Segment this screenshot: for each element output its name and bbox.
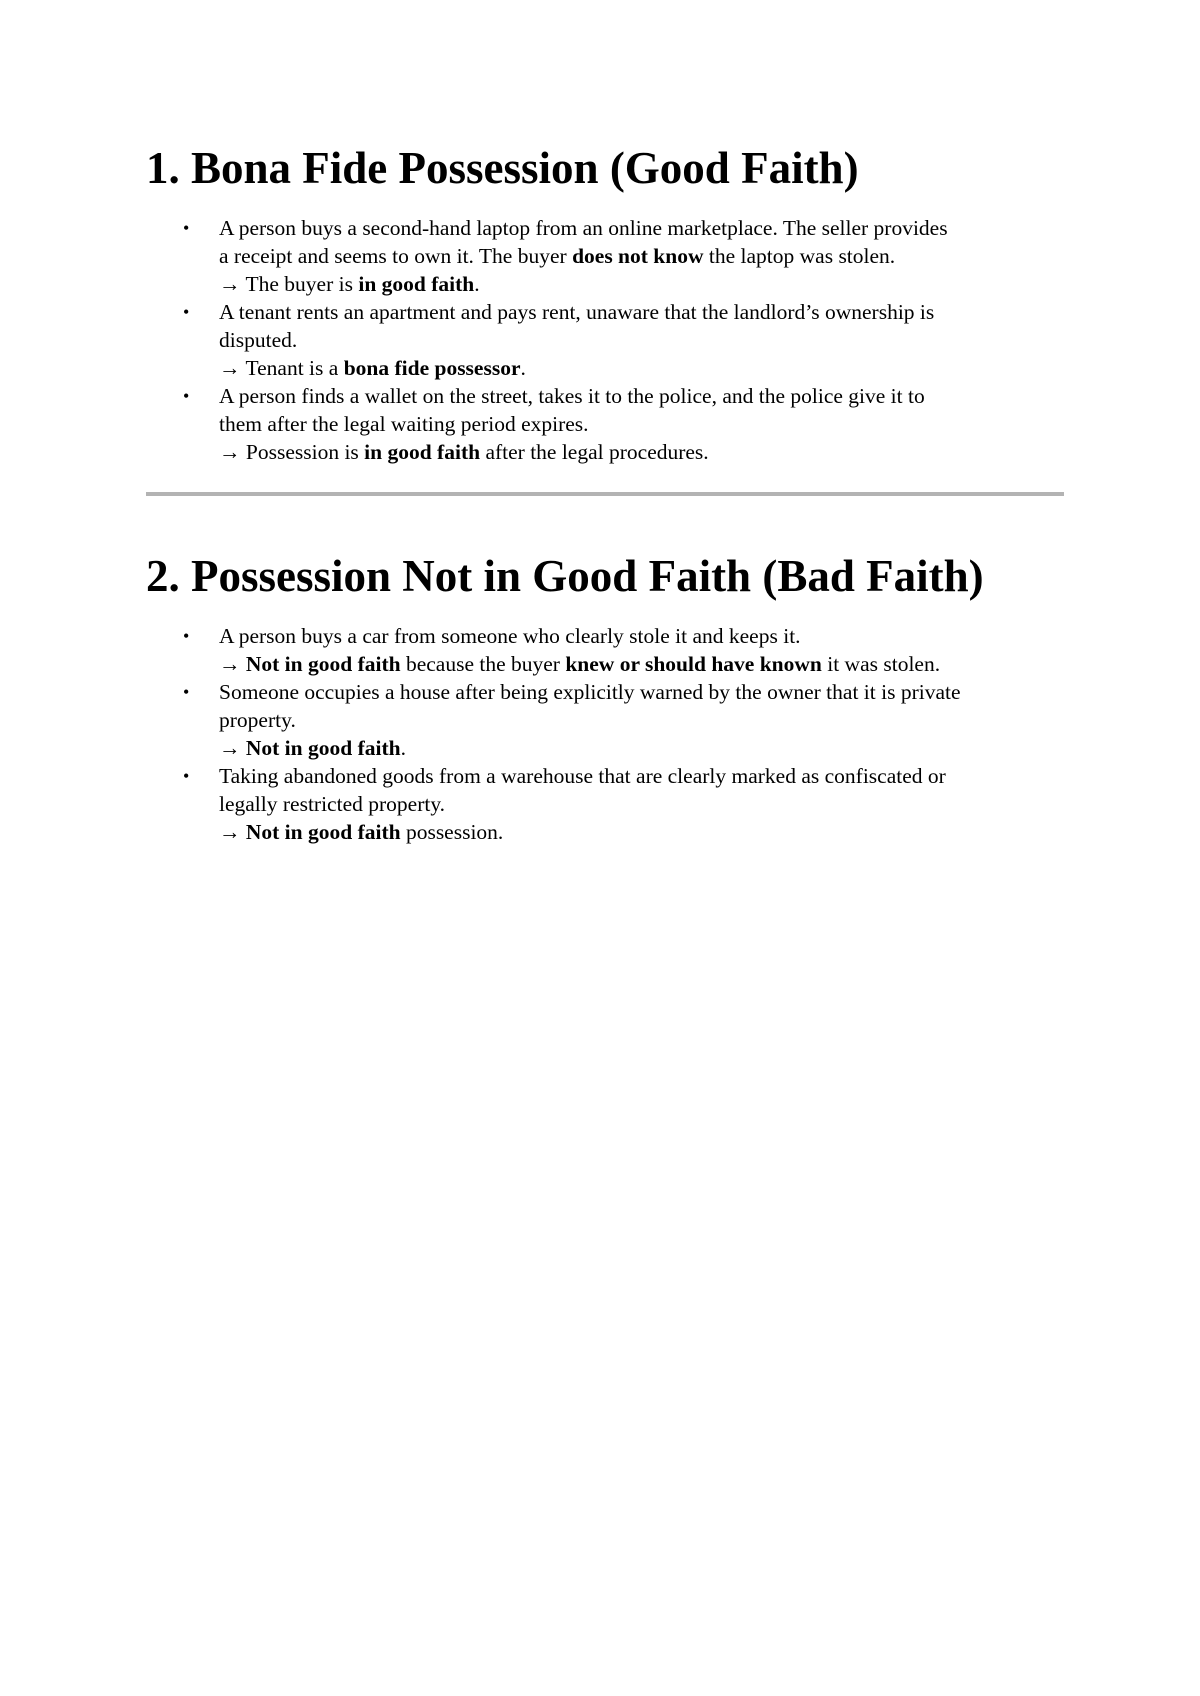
item-text: → bbox=[219, 820, 246, 844]
item-emphasis: does not know bbox=[572, 244, 704, 268]
item-text: . bbox=[400, 736, 406, 760]
item-emphasis: knew or should have known bbox=[565, 652, 822, 676]
item-text: after the legal procedures. bbox=[480, 440, 709, 464]
item-emphasis: Not in good faith bbox=[245, 736, 401, 760]
section-heading: 2. Possession Not in Good Faith (Bad Faith) bbox=[146, 551, 984, 601]
item-text: . bbox=[520, 356, 526, 380]
list-item bbox=[146, 298, 1064, 382]
item-text: possession. bbox=[400, 820, 504, 844]
bullet-icon: • bbox=[183, 302, 190, 322]
bullet-icon: • bbox=[183, 682, 190, 702]
item-line: A person finds a wallet on the street, takes it to the police, and the police give it to bbox=[219, 384, 925, 408]
item-conclusion bbox=[219, 650, 1064, 678]
item-text: → Possession is bbox=[219, 440, 365, 464]
bullet-icon: • bbox=[183, 218, 190, 238]
document-page bbox=[146, 140, 1064, 846]
section-good-faith bbox=[146, 140, 1064, 466]
list-item bbox=[146, 214, 1064, 298]
item-text: → bbox=[219, 736, 246, 760]
item-conclusion bbox=[219, 354, 1064, 382]
item-conclusion bbox=[219, 438, 1064, 466]
item-emphasis: in good faith bbox=[364, 440, 481, 464]
item-line: property. bbox=[219, 708, 296, 732]
example-list bbox=[146, 214, 1064, 466]
item-emphasis: bona fide possessor bbox=[343, 356, 521, 380]
item-line: Taking abandoned goods from a warehouse that are clearly marked as confiscated or bbox=[219, 764, 946, 788]
item-text: → The buyer is bbox=[219, 272, 359, 296]
item-emphasis: Not in good faith bbox=[245, 652, 401, 676]
bullet-icon: • bbox=[183, 626, 190, 646]
bullet-icon: • bbox=[183, 386, 190, 406]
list-item bbox=[146, 622, 1064, 678]
item-text: the laptop was stolen. bbox=[703, 244, 896, 268]
item-emphasis: Not in good faith bbox=[245, 820, 401, 844]
item-emphasis: in good faith bbox=[358, 272, 475, 296]
bullet-icon: • bbox=[183, 766, 190, 786]
example-list bbox=[146, 622, 1064, 846]
item-line: A person buys a car from someone who clearly stole it and keeps it. bbox=[219, 624, 801, 648]
horizontal-divider bbox=[146, 492, 1064, 496]
list-item bbox=[146, 678, 1064, 762]
item-line: A tenant rents an apartment and pays rent, unaware that the landlord’s ownership is bbox=[219, 300, 935, 324]
item-line: A person buys a second-hand laptop from an online marketplace. The seller provides bbox=[219, 216, 948, 240]
item-line: them after the legal waiting period expires. bbox=[219, 412, 589, 436]
list-item bbox=[146, 762, 1064, 846]
item-conclusion bbox=[219, 734, 1064, 762]
item-text: because the buyer bbox=[400, 652, 566, 676]
item-text: → bbox=[219, 652, 246, 676]
item-text: → Tenant is a bbox=[219, 356, 344, 380]
item-line: disputed. bbox=[219, 328, 298, 352]
list-item bbox=[146, 382, 1064, 466]
section-bad-faith bbox=[146, 548, 1064, 846]
item-conclusion bbox=[219, 270, 1064, 298]
item-line bbox=[219, 242, 1064, 270]
item-line: Someone occupies a house after being explicitly warned by the owner that it is private bbox=[219, 680, 961, 704]
item-text: it was stolen. bbox=[821, 652, 941, 676]
item-conclusion bbox=[219, 818, 1064, 846]
item-text: . bbox=[474, 272, 480, 296]
item-text: a receipt and seems to own it. The buyer bbox=[219, 244, 573, 268]
item-line: legally restricted property. bbox=[219, 792, 446, 816]
section-heading: 1. Bona Fide Possession (Good Faith) bbox=[146, 143, 859, 193]
